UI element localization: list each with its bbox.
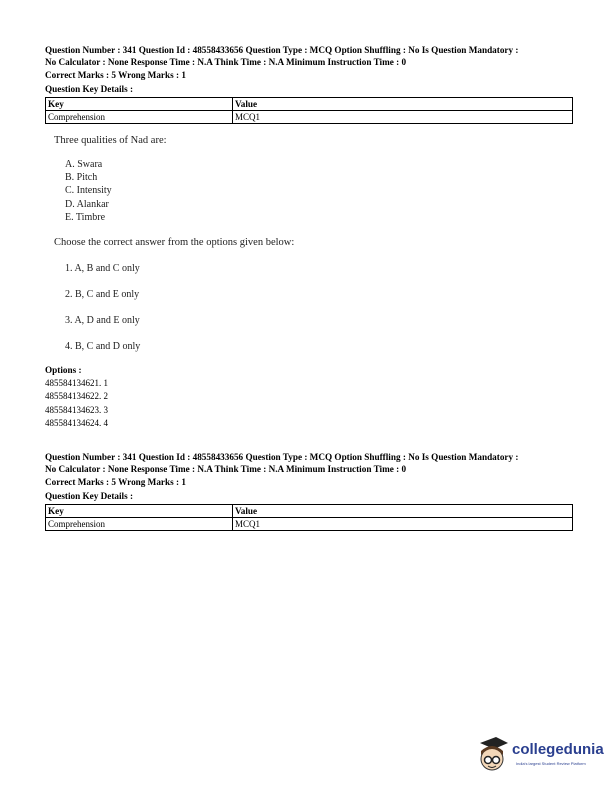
instruction: Choose the correct answer from the options given below: xyxy=(54,237,295,248)
choice: 4. B, C and D only xyxy=(65,341,141,352)
choice: 1. A, B and C only xyxy=(65,263,140,274)
logo-name: collegedunia xyxy=(512,741,604,758)
question-meta-line2: No Calculator : None Response Time : N.A Think Time : N.A Minimum Instruction Time : 0 xyxy=(45,464,407,474)
key-details-label: Question Key Details : xyxy=(45,491,134,501)
option-id: 485584134624. 4 xyxy=(45,418,108,428)
mascot-icon xyxy=(476,735,510,777)
value-cell: MCQ1 xyxy=(233,518,573,531)
key-details-label: Question Key Details : xyxy=(45,84,134,94)
value-header: Value xyxy=(233,505,573,518)
item: E. Timbre xyxy=(65,212,106,223)
option-id: 485584134621. 1 xyxy=(45,378,108,388)
collegedunia-logo xyxy=(476,735,606,780)
choice: 3. A, D and E only xyxy=(65,315,140,326)
question-meta-line1: Question Number : 341 Question Id : 48558433656 Question Type : MCQ Option Shuffling : No Is Question Mandatory : xyxy=(45,452,519,462)
key-cell: Comprehension xyxy=(46,518,233,531)
item: B. Pitch xyxy=(65,172,98,183)
key-header: Key xyxy=(46,505,233,518)
key-table xyxy=(45,504,573,531)
item: D. Alankar xyxy=(65,199,109,210)
value-header: Value xyxy=(233,98,573,111)
item: A. Swara xyxy=(65,159,103,170)
item: C. Intensity xyxy=(65,185,112,196)
options-label: Options : xyxy=(45,365,82,375)
option-id: 485584134623. 3 xyxy=(45,405,108,415)
marks: Correct Marks : 5 Wrong Marks : 1 xyxy=(45,70,186,80)
key-header: Key xyxy=(46,98,233,111)
question-stem: Three qualities of Nad are: xyxy=(54,135,167,146)
marks: Correct Marks : 5 Wrong Marks : 1 xyxy=(45,477,186,487)
key-table xyxy=(45,97,573,124)
logo-tagline: India's largest Student Review Platform xyxy=(516,761,586,766)
question-meta-line1: Question Number : 341 Question Id : 48558433656 Question Type : MCQ Option Shuffling : No Is Question Mandatory : xyxy=(45,45,519,55)
option-id: 485584134622. 2 xyxy=(45,391,108,401)
value-cell: MCQ1 xyxy=(233,111,573,124)
key-cell: Comprehension xyxy=(46,111,233,124)
choice: 2. B, C and E only xyxy=(65,289,140,300)
question-meta-line2: No Calculator : None Response Time : N.A Think Time : N.A Minimum Instruction Time : 0 xyxy=(45,57,407,67)
